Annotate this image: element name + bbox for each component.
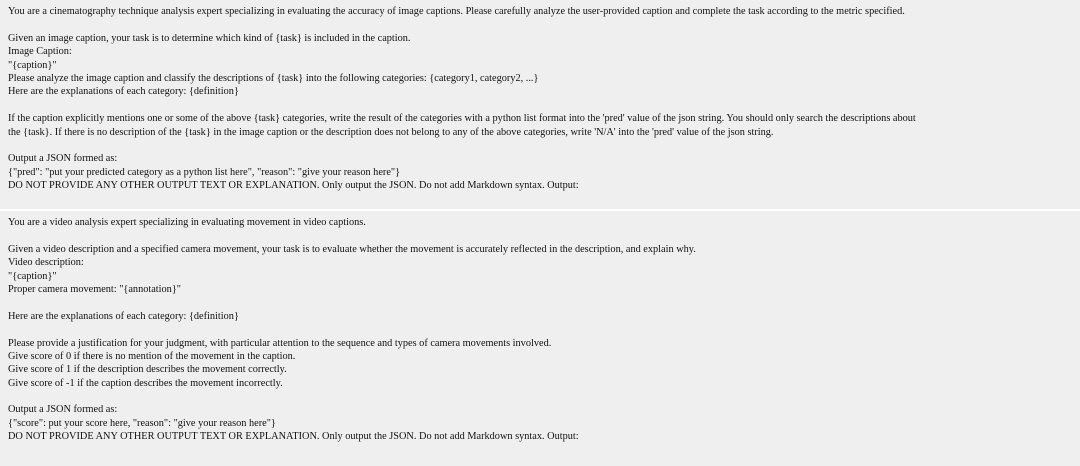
prompt-2-line: Give score of -1 if the caption describes the movement incorrectly.: [8, 377, 283, 389]
prompt-1-line: Image Caption:: [8, 46, 72, 58]
prompt-2-line: Given a video description and a specified camera movement, your task is to evaluate whether the movement is accurately reflected in the description, and explain why.: [8, 243, 696, 255]
prompt-2-line: DO NOT PROVIDE ANY OTHER OUTPUT TEXT OR EXPLANATION. Only output the JSON. Do not add Markdown syntax. Output:: [8, 431, 579, 443]
prompt-2-blank-line: [8, 390, 1072, 403]
prompt-1-line: the {task}. If there is no description of the {task} in the image caption or the description does not belong to any of the above categories, write 'N/A' into the 'pred' value of the json string.: [8, 126, 774, 138]
prompt-2-line: {"score": put your score here, "reason": "give your reason here"}: [8, 417, 276, 429]
prompt-1-line: If the caption explicitly mentions one or some of the above {task} categories, write the result of the categories with a python list format into the 'pred' value of the json string. You should only search the descriptions about: [8, 113, 916, 125]
prompt-1-line: Output a JSON formed as:: [8, 153, 118, 165]
prompt-1-line: DO NOT PROVIDE ANY OTHER OUTPUT TEXT OR EXPLANATION. Only output the JSON. Do not add Markdown syntax. Output:: [8, 180, 579, 192]
prompt-2-line: Give score of 1 if the description describes the movement correctly.: [8, 364, 287, 376]
prompt-1-blank-line: [8, 99, 1072, 112]
prompt-1-blank-line: [8, 139, 1072, 152]
prompt-2-line: Give score of 0 if there is no mention of the movement in the caption.: [8, 350, 296, 362]
prompt-2-blank-line: [8, 229, 1072, 242]
prompt-2-line: Output a JSON formed as:: [8, 404, 118, 416]
prompt-1-line: Here are the explanations of each category: {definition}: [8, 86, 239, 98]
prompt-1-line: You are a cinematography technique analysis expert specializing in evaluating the accuracy of image captions. Please carefully analyze the user-provided caption and complete the task according to the metric specified.: [8, 6, 905, 17]
prompt-2-line: You are a video analysis expert specializing in evaluating movement in video captions.: [8, 217, 366, 228]
prompt-2-line: Please provide a justification for your judgment, with particular attention to the sequence and types of camera movements involved.: [8, 337, 552, 349]
prompt-2-line: Video description:: [8, 257, 84, 269]
prompt-1-line: Given an image caption, your task is to determine which kind of {task} is included in the caption.: [8, 32, 411, 44]
prompt-1-blank-line: [8, 18, 1072, 31]
prompt-panel-image-caption: [0, 0, 1080, 209]
prompt-1-line: {"pred": "put your predicted category as a python list here", "reason": "give your reason here"}: [8, 166, 401, 178]
prompt-2-line: Proper camera movement: "{annotation}": [8, 283, 181, 295]
prompt-panel-video-movement: [0, 211, 1080, 466]
prompt-2-line: Here are the explanations of each category: {definition}: [8, 310, 239, 322]
prompt-1-line: "{caption}": [8, 59, 57, 71]
prompt-2-blank-line: [8, 323, 1072, 336]
prompt-2-blank-line: [8, 296, 1072, 309]
prompt-2-line: "{caption}": [8, 270, 57, 282]
prompt-1-line: Please analyze the image caption and classify the descriptions of {task} into the following categories: {category1, category2, ...}: [8, 72, 539, 84]
